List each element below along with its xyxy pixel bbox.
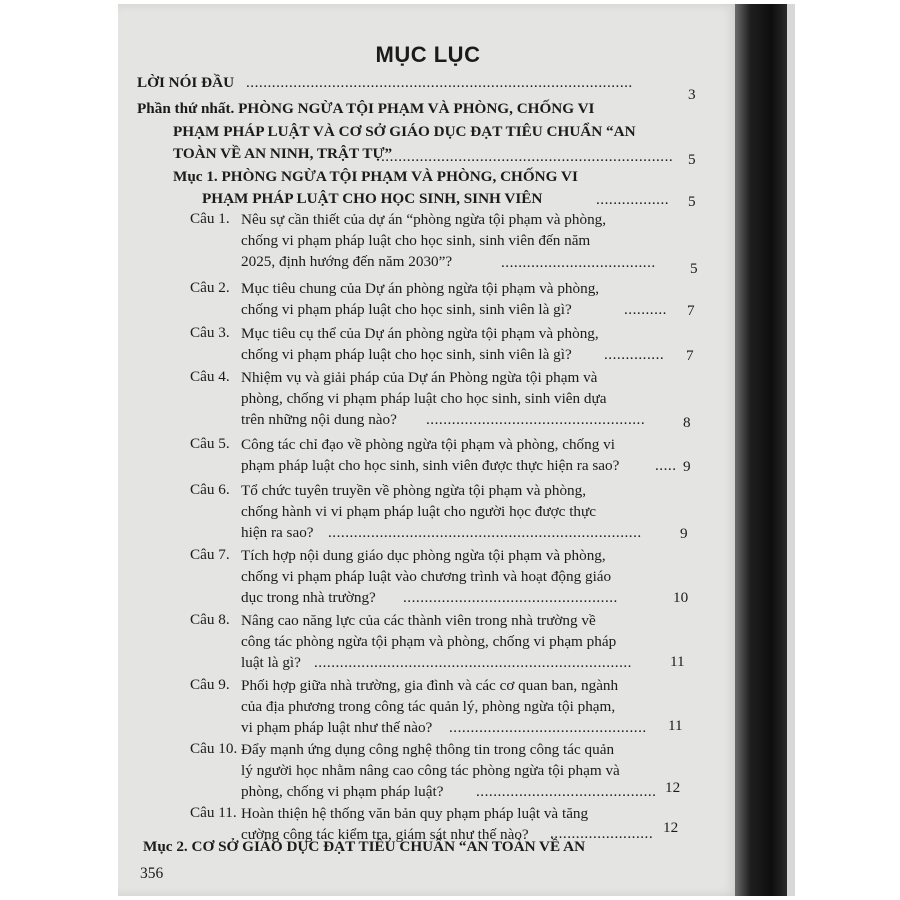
toc-part1-page: 5 bbox=[688, 151, 696, 168]
toc-leader: .......................................................................... bbox=[314, 654, 632, 671]
toc-question-page: 12 bbox=[665, 779, 681, 796]
book-page bbox=[118, 4, 738, 896]
toc-leader: .......... bbox=[624, 301, 667, 318]
toc-question-page: 12 bbox=[663, 819, 679, 836]
toc-question-page: 7 bbox=[687, 302, 695, 319]
toc-question-label: Câu 6. bbox=[190, 481, 230, 498]
toc-question-label: Câu 9. bbox=[190, 676, 230, 693]
toc-question-line: Nâng cao năng lực của các thành viên trong nhà trường về bbox=[241, 612, 596, 629]
toc-question-line: của địa phương trong công tác quản lý, phòng ngừa tội phạm, bbox=[241, 698, 616, 715]
toc-question-line: Nhiệm vụ và giải pháp của Dự án Phòng ngừa tội phạm và bbox=[241, 369, 598, 386]
toc-question-page: 11 bbox=[668, 717, 683, 734]
toc-question-line: dục trong nhà trường? bbox=[241, 589, 376, 606]
toc-question-label: Câu 3. bbox=[190, 324, 230, 341]
toc-question-line: Tổ chức tuyên truyền về phòng ngừa tội phạm và phòng, bbox=[241, 482, 587, 499]
toc-question-line: lý người học nhằm nâng cao công tác phòng ngừa tội phạm và bbox=[241, 762, 620, 779]
toc-content bbox=[118, 4, 738, 896]
toc-question-page: 5 bbox=[690, 260, 698, 277]
toc-question-line: Nêu sự cần thiết của dự án “phòng ngừa tội phạm và phòng, bbox=[241, 211, 607, 228]
toc-question-line: vi phạm pháp luật như thế nào? bbox=[241, 719, 433, 736]
toc-question-line: luật là gì? bbox=[241, 654, 301, 671]
toc-leader: .................................... bbox=[501, 254, 656, 271]
toc-question-label: Câu 4. bbox=[190, 368, 230, 385]
toc-question-label: Câu 1. bbox=[190, 210, 230, 227]
toc-question-line: công tác phòng ngừa tội phạm và phòng, chống vi phạm pháp bbox=[241, 633, 617, 650]
toc-question-line: 2025, định hướng đến năm 2030”? bbox=[241, 253, 453, 270]
toc-question-line: Hoàn thiện hệ thống văn bản quy phạm pháp luật và tăng bbox=[241, 805, 589, 822]
toc-question-line: phạm pháp luật cho học sinh, sinh viên được thực hiện ra sao? bbox=[241, 457, 620, 474]
toc-leader: ..... bbox=[655, 457, 677, 474]
book-spine-shadow bbox=[735, 4, 787, 896]
toc-leader: ................................................... bbox=[426, 411, 646, 428]
toc-question-line: hiện ra sao? bbox=[241, 524, 314, 541]
toc-leader: .............. bbox=[604, 346, 665, 363]
toc-leader: .............................................. bbox=[449, 719, 647, 736]
toc-part1-line-1: Phần thứ nhất. PHÒNG NGỪA TỘI PHẠM VÀ PHÒNG, CHỐNG VI bbox=[137, 100, 595, 117]
toc-part1-line-2: PHẠM PHÁP LUẬT VÀ CƠ SỞ GIÁO DỤC ĐẠT TIÊU CHUẨN “AN bbox=[173, 123, 636, 140]
toc-preface-page: 3 bbox=[688, 86, 696, 103]
toc-question-line: trên những nội dung nào? bbox=[241, 411, 397, 428]
toc-question-page: 9 bbox=[683, 458, 691, 475]
toc-question-line: phòng, chống vi phạm pháp luật cho học sinh, sinh viên dựa bbox=[241, 390, 607, 407]
toc-leader: .......................................................................................... bbox=[246, 74, 633, 91]
toc-question-page: 8 bbox=[683, 414, 691, 431]
toc-question-line: Phối hợp giữa nhà trường, gia đình và các cơ quan ban, ngành bbox=[241, 677, 619, 694]
toc-section1-line-2: PHẠM PHÁP LUẬT CHO HỌC SINH, SINH VIÊN bbox=[202, 190, 543, 207]
page-title: MỤC LỤC bbox=[375, 42, 481, 67]
toc-question-page: 9 bbox=[680, 525, 688, 542]
toc-question-line: Mục tiêu cụ thể của Dự án phòng ngừa tội phạm và phòng, bbox=[241, 325, 599, 342]
toc-leader: ........................ bbox=[550, 825, 654, 842]
toc-question-line: Đẩy mạnh ứng dụng công nghệ thông tin trong công tác quản bbox=[241, 741, 615, 758]
toc-section1-page: 5 bbox=[688, 193, 696, 210]
toc-question-label: Câu 10. bbox=[190, 740, 238, 757]
toc-part1-line-3: TOÀN VỀ AN NINH, TRẬT TỰ” bbox=[173, 145, 393, 162]
toc-leader: .................................................. bbox=[403, 589, 618, 606]
toc-preface-label: LỜI NÓI ĐẦU bbox=[137, 74, 235, 91]
toc-question-line: cường công tác kiểm tra, giám sát như thế nào? bbox=[241, 826, 529, 843]
toc-leader: .......................................... bbox=[476, 783, 657, 800]
page-edge bbox=[787, 4, 795, 896]
toc-question-page: 10 bbox=[673, 589, 689, 606]
toc-question-label: Câu 5. bbox=[190, 435, 230, 452]
toc-question-line: chống vi phạm pháp luật cho học sinh, sinh viên là gì? bbox=[241, 301, 572, 318]
toc-question-line: chống vi phạm pháp luật cho học sinh, sinh viên đến năm bbox=[241, 232, 591, 249]
toc-leader: ......................................................................... bbox=[328, 524, 642, 541]
toc-question-page: 7 bbox=[686, 347, 694, 364]
toc-section1-line-1: Mục 1. PHÒNG NGỪA TỘI PHẠM VÀ PHÒNG, CHỐNG VI bbox=[173, 168, 578, 185]
toc-section2-line: Mục 2. CƠ SỞ GIÁO DỤC ĐẠT TIÊU CHUẨN “AN TOÀN VỀ AN bbox=[143, 838, 586, 855]
toc-question-page: 11 bbox=[670, 653, 685, 670]
toc-question-line: chống vi phạm pháp luật cho học sinh, sinh viên là gì? bbox=[241, 346, 572, 363]
toc-question-line: Tích hợp nội dung giáo dục phòng ngừa tội phạm và phòng, bbox=[241, 547, 606, 564]
toc-question-line: chống vi phạm pháp luật vào chương trình và hoạt động giáo bbox=[241, 568, 612, 585]
toc-question-label: Câu 11. bbox=[190, 804, 237, 821]
toc-leader: .................................................................... bbox=[381, 148, 674, 165]
page-number: 356 bbox=[140, 865, 164, 882]
toc-question-line: chống hành vi vi phạm pháp luật cho người học được thực bbox=[241, 503, 596, 520]
toc-question-line: Công tác chỉ đạo về phòng ngừa tội phạm và phòng, chống vi bbox=[241, 436, 615, 453]
toc-question-line: Mục tiêu chung của Dự án phòng ngừa tội phạm và phòng, bbox=[241, 280, 600, 297]
toc-leader: ................. bbox=[596, 191, 670, 208]
toc-question-label: Câu 2. bbox=[190, 279, 230, 296]
toc-question-label: Câu 8. bbox=[190, 611, 230, 628]
toc-question-label: Câu 7. bbox=[190, 546, 230, 563]
toc-question-line: phòng, chống vi phạm pháp luật? bbox=[241, 783, 444, 800]
